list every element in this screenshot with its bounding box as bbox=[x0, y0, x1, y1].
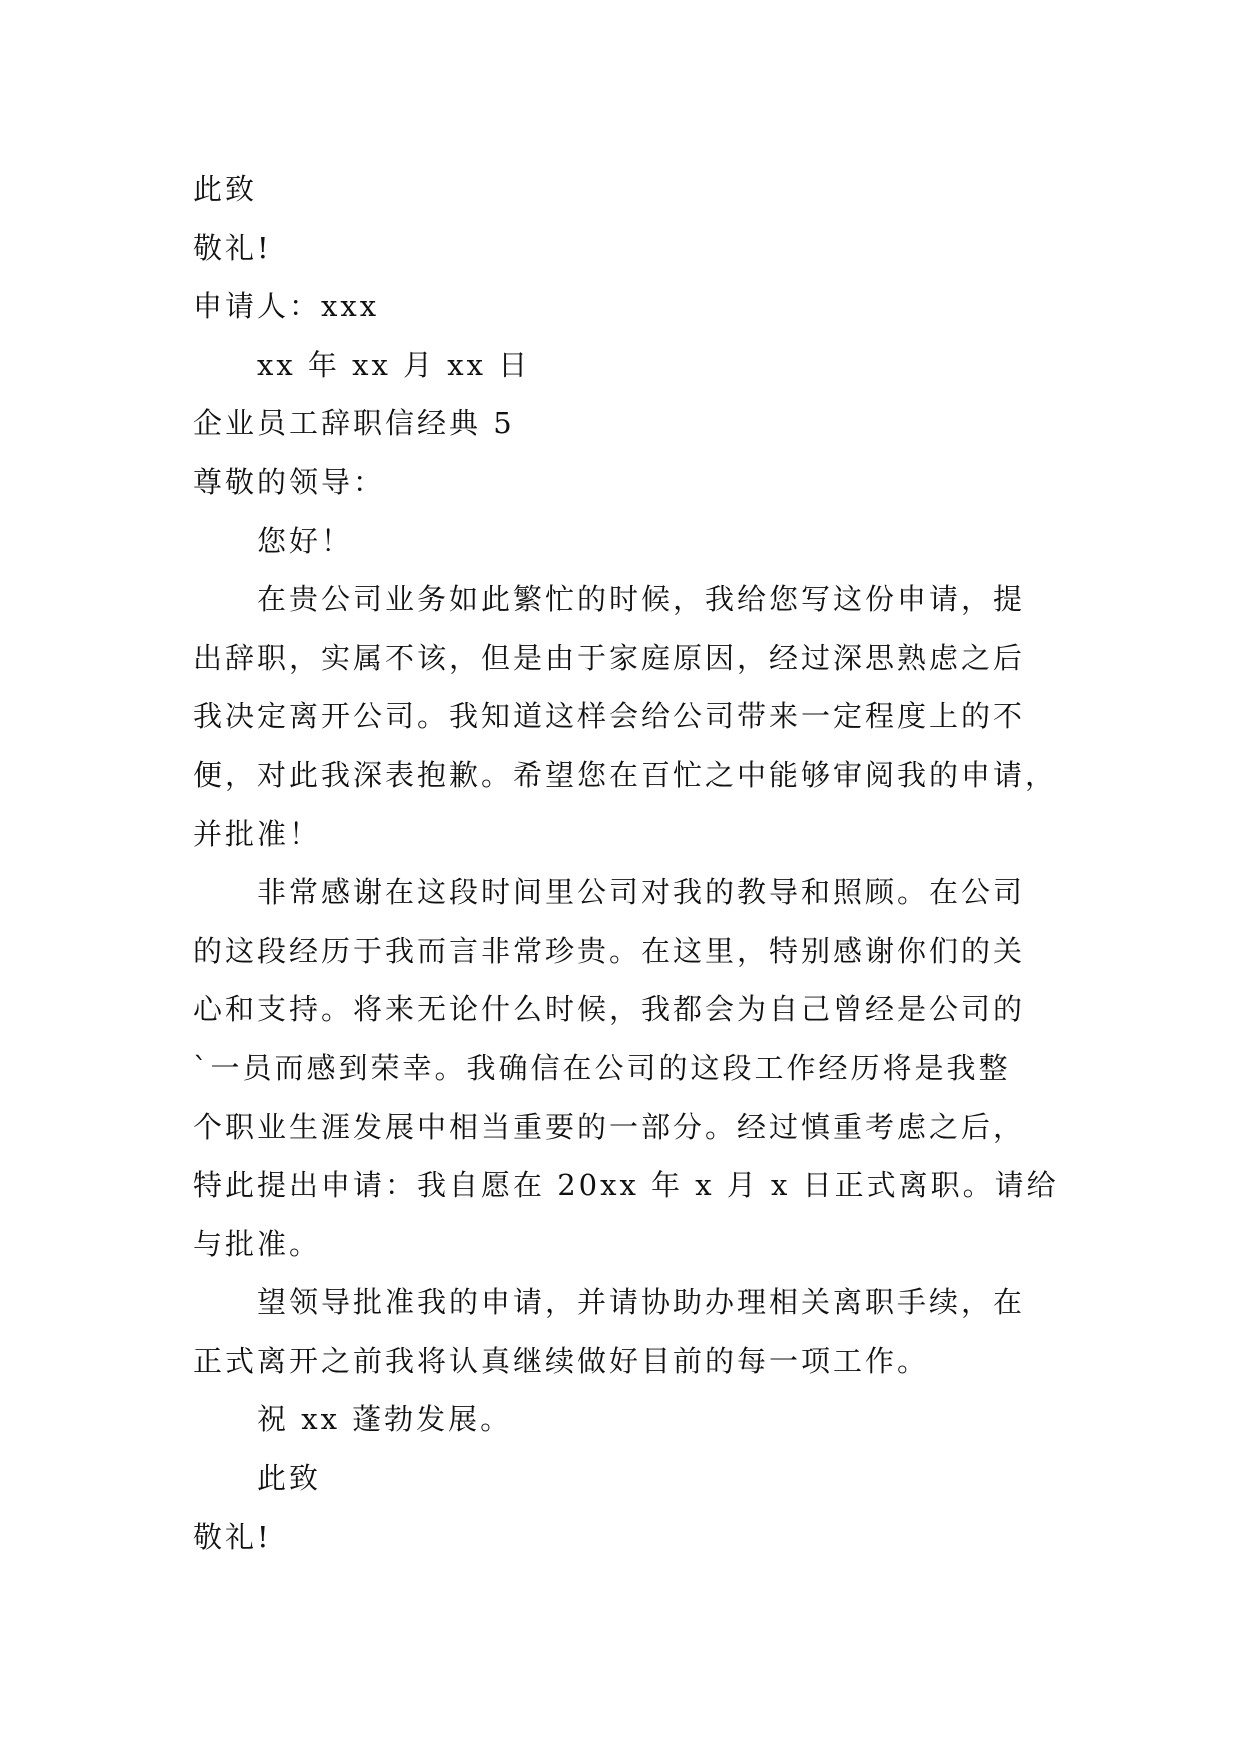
letter-body bbox=[193, 160, 1059, 1566]
greeting-hello: 您好！ bbox=[257, 523, 354, 558]
paragraph-line: 出辞职，实属不该，但是由于家庭原因，经过深思熟虑之后 bbox=[193, 640, 1026, 675]
paragraph-line: 与批准。 bbox=[193, 1226, 322, 1261]
paragraph-line: 我决定离开公司。我知道这样会给公司带来一定程度上的不 bbox=[193, 699, 1026, 734]
paragraph-line: 望领导批准我的申请，并请协助办理相关离职手续，在 bbox=[257, 1285, 1026, 1320]
closing-salutation: 此致 bbox=[257, 1461, 322, 1496]
paragraph-line: 便，对此我深表抱歉。希望您在百忙之中能够审阅我的申请， bbox=[193, 757, 1058, 792]
closing-regards: 敬礼! bbox=[193, 230, 272, 265]
wishes-line: 祝 xx 蓬勃发展。 bbox=[257, 1402, 513, 1437]
date-line: xx 年 xx 月 xx 日 bbox=[257, 347, 531, 382]
paragraph-line: 正式离开之前我将认真继续做好目前的每一项工作。 bbox=[193, 1343, 930, 1378]
paragraph-line: 个职业生涯发展中相当重要的一部分。经过慎重考虑之后， bbox=[193, 1109, 1026, 1144]
paragraph-line: 在贵公司业务如此繁忙的时候，我给您写这份申请，提 bbox=[257, 582, 1026, 617]
paragraph-line: 非常感谢在这段时间里公司对我的教导和照顾。在公司 bbox=[257, 875, 1026, 910]
paragraph-line: 并批准！ bbox=[193, 816, 322, 851]
paragraph-line: 心和支持。将来无论什么时候，我都会为自己曾经是公司的 bbox=[193, 992, 1026, 1027]
greeting: 尊敬的领导： bbox=[193, 464, 386, 499]
paragraph-line: 特此提出申请：我自愿在 20xx 年 x 月 x 日正式离职。请给 bbox=[193, 1168, 1059, 1203]
closing-regards: 敬礼! bbox=[193, 1519, 272, 1554]
section-title: 企业员工辞职信经典 5 bbox=[193, 406, 515, 441]
closing-salutation: 此致 bbox=[193, 172, 258, 206]
applicant-line: 申请人：xxx bbox=[193, 289, 380, 324]
paragraph-line: `一员而感到荣幸。我确信在公司的这段工作经历将是我整 bbox=[193, 1050, 1011, 1085]
paragraph-line: 的这段经历于我而言非常珍贵。在这里，特别感谢你们的关 bbox=[193, 933, 1026, 968]
